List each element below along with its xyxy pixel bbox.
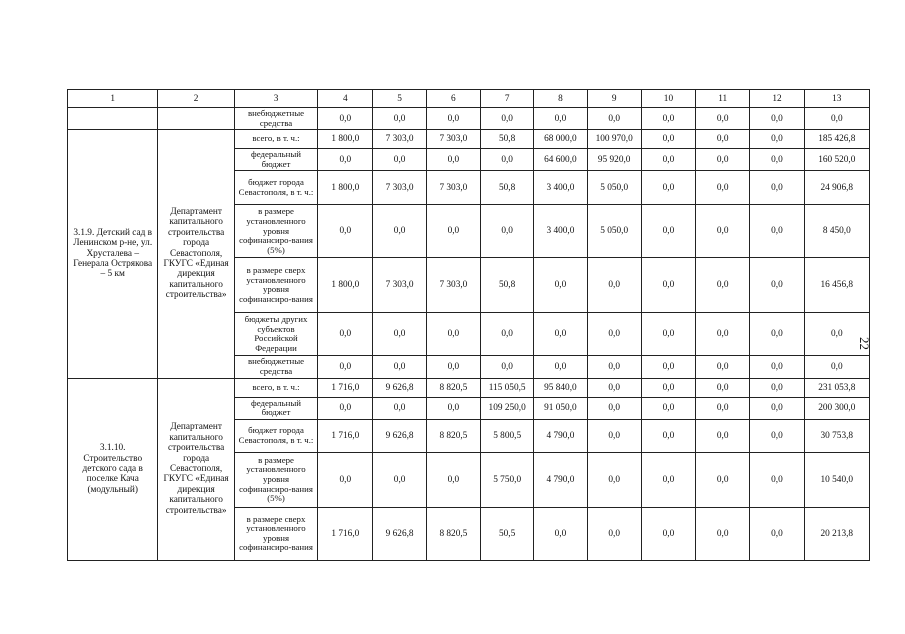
funding-source-label: федеральный бюджет [234, 397, 317, 419]
value-cell: 5 050,0 [587, 205, 641, 258]
funding-source-label: в размере сверх установленного уровня софинансиро-вания [234, 507, 317, 560]
value-cell: 109 250,0 [481, 397, 534, 419]
executor-name: Департамент капитального строительства города Севастополя, ГКУГС «Единая дирекция капитального строительства» [158, 130, 234, 378]
column-header: 6 [426, 90, 480, 108]
value-cell: 0,0 [804, 313, 869, 356]
value-cell: 0,0 [587, 378, 641, 397]
value-cell: 0,0 [750, 419, 804, 452]
value-cell: 0,0 [318, 397, 373, 419]
value-cell: 30 753,8 [804, 419, 869, 452]
value-cell: 7 303,0 [373, 171, 426, 205]
value-cell: 0,0 [641, 507, 695, 560]
value-cell: 0,0 [534, 507, 587, 560]
value-cell: 0,0 [750, 452, 804, 507]
column-header: 10 [641, 90, 695, 108]
value-cell: 0,0 [373, 108, 426, 130]
funding-source-label: федеральный бюджет [234, 149, 317, 171]
column-header: 2 [158, 90, 234, 108]
value-cell: 115 050,5 [481, 378, 534, 397]
value-cell: 0,0 [641, 313, 695, 356]
value-cell: 16 456,8 [804, 258, 869, 313]
value-cell: 7 303,0 [373, 258, 426, 313]
table-row [68, 130, 870, 149]
value-cell: 0,0 [318, 313, 373, 356]
value-cell: 7 303,0 [426, 258, 480, 313]
value-cell: 0,0 [696, 108, 750, 130]
value-cell: 95 920,0 [587, 149, 641, 171]
value-cell: 0,0 [534, 313, 587, 356]
value-cell: 0,0 [804, 356, 869, 378]
value-cell: 0,0 [426, 356, 480, 378]
column-header: 8 [534, 90, 587, 108]
value-cell: 0,0 [426, 397, 480, 419]
value-cell: 0,0 [696, 419, 750, 452]
value-cell: 9 626,8 [373, 378, 426, 397]
value-cell: 0,0 [641, 419, 695, 452]
value-cell: 1 800,0 [318, 130, 373, 149]
column-header: 7 [481, 90, 534, 108]
value-cell: 0,0 [534, 258, 587, 313]
funding-source-label: бюджеты других субъектов Российской Федерации [234, 313, 317, 356]
value-cell: 0,0 [750, 313, 804, 356]
value-cell: 0,0 [318, 356, 373, 378]
value-cell: 8 450,0 [804, 205, 869, 258]
value-cell: 0,0 [641, 205, 695, 258]
value-cell: 1 716,0 [318, 378, 373, 397]
value-cell: 0,0 [750, 397, 804, 419]
value-cell: 0,0 [373, 205, 426, 258]
value-cell: 0,0 [696, 397, 750, 419]
value-cell: 0,0 [426, 313, 480, 356]
value-cell: 0,0 [426, 108, 480, 130]
funding-source-label: в размере установленного уровня софинансиро-вания (5%) [234, 452, 317, 507]
value-cell: 50,5 [481, 507, 534, 560]
value-cell: 4 790,0 [534, 452, 587, 507]
value-cell: 160 520,0 [804, 149, 869, 171]
value-cell: 0,0 [696, 452, 750, 507]
value-cell: 4 790,0 [534, 419, 587, 452]
value-cell: 7 303,0 [426, 171, 480, 205]
value-cell: 64 600,0 [534, 149, 587, 171]
budget-table [67, 89, 870, 561]
value-cell: 50,8 [481, 130, 534, 149]
value-cell: 0,0 [750, 356, 804, 378]
value-cell: 0,0 [318, 205, 373, 258]
value-cell: 0,0 [481, 356, 534, 378]
value-cell: 0,0 [373, 356, 426, 378]
value-cell: 0,0 [426, 149, 480, 171]
value-cell: 5 750,0 [481, 452, 534, 507]
value-cell: 0,0 [426, 205, 480, 258]
table-row [68, 378, 870, 397]
value-cell: 50,8 [481, 171, 534, 205]
value-cell: 0,0 [696, 313, 750, 356]
value-cell: 0,0 [750, 171, 804, 205]
value-cell: 0,0 [750, 108, 804, 130]
funding-source-label: всего, в т. ч.: [234, 378, 317, 397]
value-cell: 0,0 [696, 258, 750, 313]
value-cell: 0,0 [318, 149, 373, 171]
value-cell: 9 626,8 [373, 419, 426, 452]
value-cell: 50,8 [481, 258, 534, 313]
value-cell: 3 400,0 [534, 205, 587, 258]
funding-source-label: бюджет города Севастополя, в т. ч.: [234, 419, 317, 452]
value-cell: 0,0 [641, 171, 695, 205]
value-cell: 231 053,8 [804, 378, 869, 397]
table-row [68, 108, 870, 130]
value-cell: 0,0 [641, 130, 695, 149]
value-cell: 0,0 [481, 108, 534, 130]
value-cell: 68 000,0 [534, 130, 587, 149]
page-number: 22 [857, 337, 872, 350]
value-cell: 0,0 [641, 356, 695, 378]
value-cell: 0,0 [587, 397, 641, 419]
value-cell: 185 426,8 [804, 130, 869, 149]
value-cell: 95 840,0 [534, 378, 587, 397]
value-cell: 0,0 [318, 108, 373, 130]
value-cell: 0,0 [373, 313, 426, 356]
funding-source-label: в размере сверх установленного уровня софинансиро-вания [234, 258, 317, 313]
value-cell: 0,0 [641, 397, 695, 419]
value-cell: 0,0 [696, 171, 750, 205]
value-cell: 0,0 [373, 149, 426, 171]
value-cell: 0,0 [641, 108, 695, 130]
value-cell: 0,0 [804, 108, 869, 130]
value-cell: 1 716,0 [318, 419, 373, 452]
object-name: 3.1.9. Детский сад в Ленинском р-не, ул. Хрусталева – Генерала Острякова – 5 км [68, 130, 158, 378]
value-cell: 0,0 [750, 507, 804, 560]
empty-cell [68, 108, 158, 130]
value-cell: 0,0 [750, 378, 804, 397]
funding-source-label: внебюджетные средства [234, 356, 317, 378]
value-cell: 0,0 [318, 452, 373, 507]
funding-source-label: в размере установленного уровня софинансиро-вания (5%) [234, 205, 317, 258]
value-cell: 0,0 [750, 149, 804, 171]
column-header: 13 [804, 90, 869, 108]
value-cell: 0,0 [750, 130, 804, 149]
value-cell: 1 800,0 [318, 171, 373, 205]
funding-source-label: бюджет города Севастополя, в т. ч.: [234, 171, 317, 205]
value-cell: 0,0 [641, 378, 695, 397]
value-cell: 0,0 [587, 507, 641, 560]
value-cell: 0,0 [696, 130, 750, 149]
value-cell: 0,0 [587, 452, 641, 507]
value-cell: 0,0 [426, 452, 480, 507]
column-header: 5 [373, 90, 426, 108]
value-cell: 0,0 [641, 452, 695, 507]
value-cell: 7 303,0 [373, 130, 426, 149]
value-cell: 0,0 [696, 507, 750, 560]
value-cell: 0,0 [481, 149, 534, 171]
object-name: 3.1.10. Строительство детского сада в поселке Кача (модульный) [68, 378, 158, 560]
value-cell: 91 050,0 [534, 397, 587, 419]
value-cell: 0,0 [587, 419, 641, 452]
value-cell: 0,0 [696, 205, 750, 258]
value-cell: 20 213,8 [804, 507, 869, 560]
column-header: 11 [696, 90, 750, 108]
column-header: 3 [234, 90, 317, 108]
value-cell: 10 540,0 [804, 452, 869, 507]
value-cell: 1 800,0 [318, 258, 373, 313]
column-header: 1 [68, 90, 158, 108]
value-cell: 0,0 [587, 313, 641, 356]
value-cell: 7 303,0 [426, 130, 480, 149]
header-row [68, 90, 870, 108]
value-cell: 0,0 [696, 378, 750, 397]
value-cell: 0,0 [481, 313, 534, 356]
executor-name: Департамент капитального строительства города Севастополя, ГКУГС «Единая дирекция капитального строительства» [158, 378, 234, 560]
funding-source-label: всего, в т. ч.: [234, 130, 317, 149]
value-cell: 9 626,8 [373, 507, 426, 560]
value-cell: 0,0 [481, 205, 534, 258]
value-cell: 5 050,0 [587, 171, 641, 205]
value-cell: 0,0 [587, 258, 641, 313]
value-cell: 0,0 [696, 356, 750, 378]
value-cell: 0,0 [534, 108, 587, 130]
empty-cell [158, 108, 234, 130]
value-cell: 24 906,8 [804, 171, 869, 205]
value-cell: 0,0 [641, 258, 695, 313]
value-cell: 8 820,5 [426, 507, 480, 560]
value-cell: 1 716,0 [318, 507, 373, 560]
funding-source-label: внебюджетные средства [234, 108, 317, 130]
column-header: 12 [750, 90, 804, 108]
value-cell: 0,0 [373, 452, 426, 507]
value-cell: 100 970,0 [587, 130, 641, 149]
value-cell: 0,0 [641, 149, 695, 171]
value-cell: 8 820,5 [426, 378, 480, 397]
value-cell: 0,0 [587, 108, 641, 130]
value-cell: 200 300,0 [804, 397, 869, 419]
column-header: 4 [318, 90, 373, 108]
value-cell: 5 800,5 [481, 419, 534, 452]
value-cell: 0,0 [373, 397, 426, 419]
value-cell: 0,0 [750, 258, 804, 313]
value-cell: 0,0 [696, 149, 750, 171]
value-cell: 0,0 [750, 205, 804, 258]
value-cell: 8 820,5 [426, 419, 480, 452]
value-cell: 0,0 [587, 356, 641, 378]
column-header: 9 [587, 90, 641, 108]
value-cell: 0,0 [534, 356, 587, 378]
value-cell: 3 400,0 [534, 171, 587, 205]
